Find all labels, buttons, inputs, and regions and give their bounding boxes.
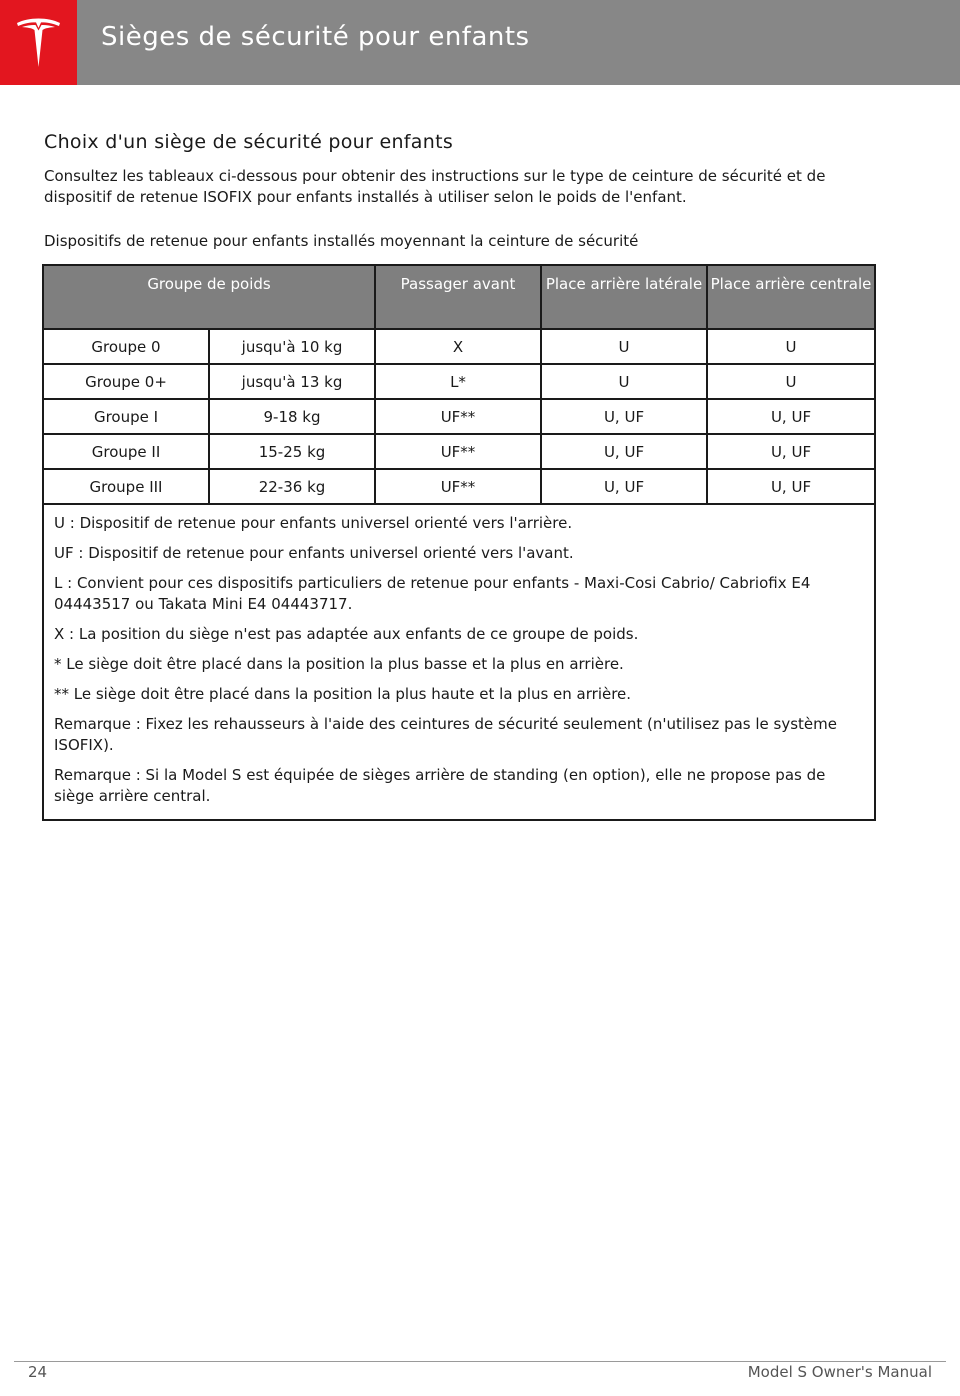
cell-weight: jusqu'à 13 kg (209, 364, 375, 399)
brand-logo (0, 0, 77, 85)
table-row (43, 399, 875, 434)
note-remark-boosters: Remarque : Fixez les rehausseurs à l'aide des ceintures de sécurité seulement (n'utilisez pas le système ISOFIX). (54, 715, 837, 754)
note-single-asterisk: * Le siège doit être placé dans la position la plus basse et la plus en arrière. (54, 655, 624, 673)
footer-divider (14, 1361, 946, 1362)
table-notes (43, 504, 875, 820)
cell-rear-outboard: U (541, 329, 707, 364)
note-x: X : La position du siège n'est pas adaptée aux enfants de ce groupe de poids. (54, 625, 639, 643)
cell-weight: 22-36 kg (209, 469, 375, 504)
cell-front-passenger: UF** (375, 469, 541, 504)
cell-rear-outboard: U, UF (541, 399, 707, 434)
header-weight-group: Groupe de poids (43, 265, 375, 329)
cell-group: Groupe II (43, 434, 209, 469)
header-rear-outboard: Place arrière latérale (541, 265, 707, 329)
cell-group: Groupe III (43, 469, 209, 504)
cell-group: Groupe I (43, 399, 209, 434)
note-double-asterisk: ** Le siège doit être placé dans la position la plus haute et la plus en arrière. (54, 685, 632, 703)
table-row (43, 434, 875, 469)
cell-rear-outboard: U, UF (541, 434, 707, 469)
note-u: U : Dispositif de retenue pour enfants universel orienté vers l'arrière. (54, 514, 573, 532)
cell-group: Groupe 0 (43, 329, 209, 364)
cell-rear-center: U (707, 329, 875, 364)
cell-rear-center: U, UF (707, 399, 875, 434)
table-row (43, 329, 875, 364)
cell-weight: 15-25 kg (209, 434, 375, 469)
note-l: L : Convient pour ces dispositifs particuliers de retenue pour enfants - Maxi-Cosi Cabrio/ Cabriofix E4 04443517 ou Takata Mini E4 04443717. (54, 574, 811, 613)
cell-front-passenger: UF** (375, 434, 541, 469)
cell-weight: jusqu'à 10 kg (209, 329, 375, 364)
cell-weight: 9-18 kg (209, 399, 375, 434)
child-seat-table (42, 264, 876, 821)
cell-front-passenger: L* (375, 364, 541, 399)
table-header-row (43, 265, 875, 329)
cell-rear-center: U, UF (707, 469, 875, 504)
table-caption: Dispositifs de retenue pour enfants installés moyennant la ceinture de sécurité (44, 232, 639, 250)
table-row (43, 469, 875, 504)
table-notes-row (43, 504, 875, 820)
header-rear-center: Place arrière centrale (707, 265, 875, 329)
cell-rear-outboard: U (541, 364, 707, 399)
page-number: 24 (28, 1363, 48, 1381)
note-remark-rear-seats: Remarque : Si la Model S est équipée de sièges arrière de standing (en option), elle ne propose pas de siège arrière central. (54, 766, 826, 805)
section-title: Choix d'un siège de sécurité pour enfants (44, 131, 454, 153)
page-header (0, 0, 960, 85)
cell-front-passenger: X (375, 329, 541, 364)
table-row (43, 364, 875, 399)
cell-rear-center: U (707, 364, 875, 399)
cell-rear-center: U, UF (707, 434, 875, 469)
cell-rear-outboard: U, UF (541, 469, 707, 504)
footer-manual-title: Model S Owner's Manual (747, 1363, 932, 1381)
cell-front-passenger: UF** (375, 399, 541, 434)
header-front-passenger: Passager avant (375, 265, 541, 329)
header-title: Sièges de sécurité pour enfants (101, 22, 530, 52)
tesla-logo-icon (15, 17, 62, 69)
intro-paragraph: Consultez les tableaux ci-dessous pour obtenir des instructions sur le type de ceinture de sécurité et de dispositif de retenue ISOFIX pour enfants installés à utiliser selon le poids de l'enfant. (44, 167, 826, 206)
note-uf: UF : Dispositif de retenue pour enfants universel orienté vers l'avant. (54, 544, 574, 562)
cell-group: Groupe 0+ (43, 364, 209, 399)
